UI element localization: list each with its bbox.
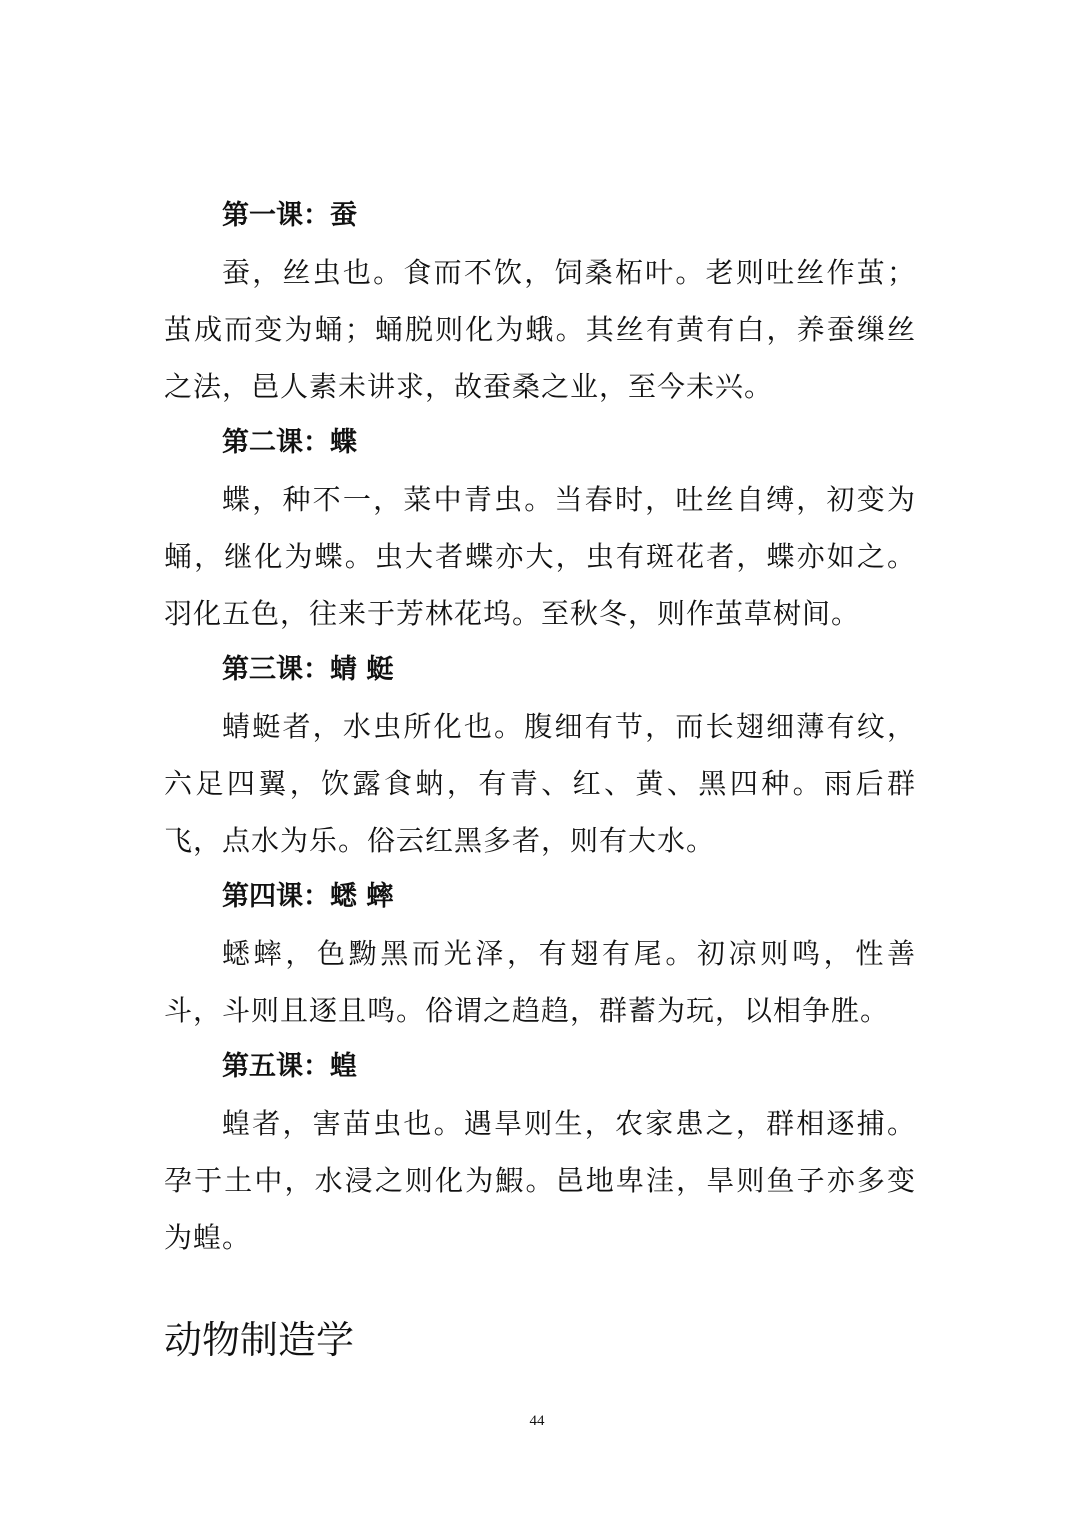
lesson-1-body: 蚕，丝虫也。食而不饮，饲桑柘叶。老则吐丝作茧；茧成而变为蛹；蛹脱则化为蛾。其丝有黄有白，养蚕缫丝之法，邑人素未讲求，故蚕桑之业，至今未兴。: [164, 256, 916, 403]
lesson-5-body: 蝗者，害苗虫也。遇旱则生，农家患之，群相逐捕。孕于土中，水浸之则化为鰕。邑地卑洼，旱则鱼子亦多变为蝗。: [164, 1107, 916, 1254]
lesson-3-title: 第三课：蜻 蜓: [222, 654, 394, 685]
lesson-content: [164, 188, 916, 1266]
lesson-1-title: 第一课：蚕: [222, 200, 357, 231]
section-heading: 动物制造学: [164, 1318, 355, 1362]
page-number: 44: [529, 1413, 545, 1429]
lesson-4-body: 蟋蟀，色黝黑而光泽，有翅有尾。初凉则鸣，性善斗，斗则且逐且鸣。俗谓之趋趋，群蓄为玩，以相争胜。: [164, 937, 916, 1027]
lesson-4-title: 第四课：蟋 蟀: [222, 881, 394, 912]
lesson-5-title: 第五课：蝗: [222, 1051, 357, 1082]
lesson-3-body: 蜻蜓者，水虫所化也。腹细有节，而长翅细薄有纹，六足四翼，饮露食蚋，有青、红、黄、黑四种。雨后群飞，点水为乐。俗云红黑多者，则有大水。: [164, 710, 916, 857]
lesson-2-title: 第二课：蝶: [222, 427, 357, 458]
lesson-2-body: 蝶，种不一，菜中青虫。当春时，吐丝自缚，初变为蛹，继化为蝶。虫大者蝶亦大，虫有斑花者，蝶亦如之。羽化五色，往来于芳林花坞。至秋冬，则作茧草树间。: [164, 483, 916, 630]
